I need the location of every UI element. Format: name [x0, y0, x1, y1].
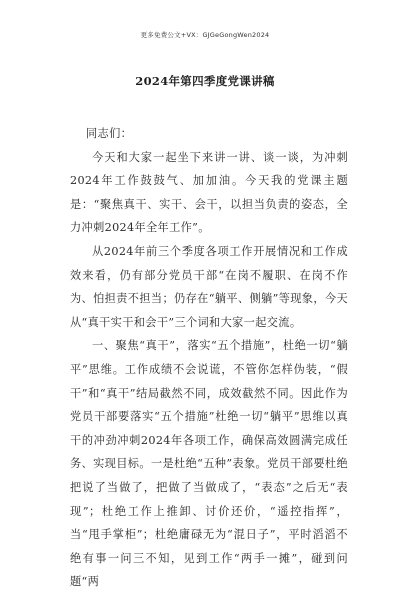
paragraph-3: 一、聚焦“真干”，落实“五个措施”，杜绝一切“躺平”思维。工作成绩不会说谎，不管你怎样伪装，“假干”和“真干”结局截然不同，成效截然不同。因此作为党员干部要落实“五个措施”杜绝一切“躺平”思维以真干的冲劲冲刺2024年各项工作，确保高效圆满完成任务、实现目标。一是杜绝“五种”表象。党员干部要杜绝把说了当做了，把做了当做成了，“表态”之后无“表现”；杜绝工作上推卸、讨价还价，“遥控指挥”，当“甩手掌柜”；杜绝庸碌无为“混日子”，平时滔滔不绝有事一问三不知，见到工作“两手一摊”，碰到问题“两 [70, 339, 348, 589]
salutation: 同志们： [86, 127, 133, 140]
document-title: 2024年第四季度党课讲稿 [135, 74, 275, 88]
document-body [70, 122, 348, 594]
header-note: 更多免费公文+VX：GJGeGongWen2024 [140, 31, 270, 39]
paragraph-2: 从2024年前三个季度各项工作开展情况和工作成效来看，仍有部分党员干部“在岗不履职、在岗不作为、怕担责不担当；仍存在“躺平、侧躺”等现象，今天从“真干实干和会干”三个词和大家一起交流。 [70, 244, 348, 329]
paragraph-1: 今天和大家一起坐下来讲一讲、谈一谈，为冲刺2024年工作鼓鼓气、加加油。今天我的党课主题是：“聚焦真干、实干、会干，以担当负责的姿态，全力冲刺2024年全年工作”。 [70, 150, 348, 235]
